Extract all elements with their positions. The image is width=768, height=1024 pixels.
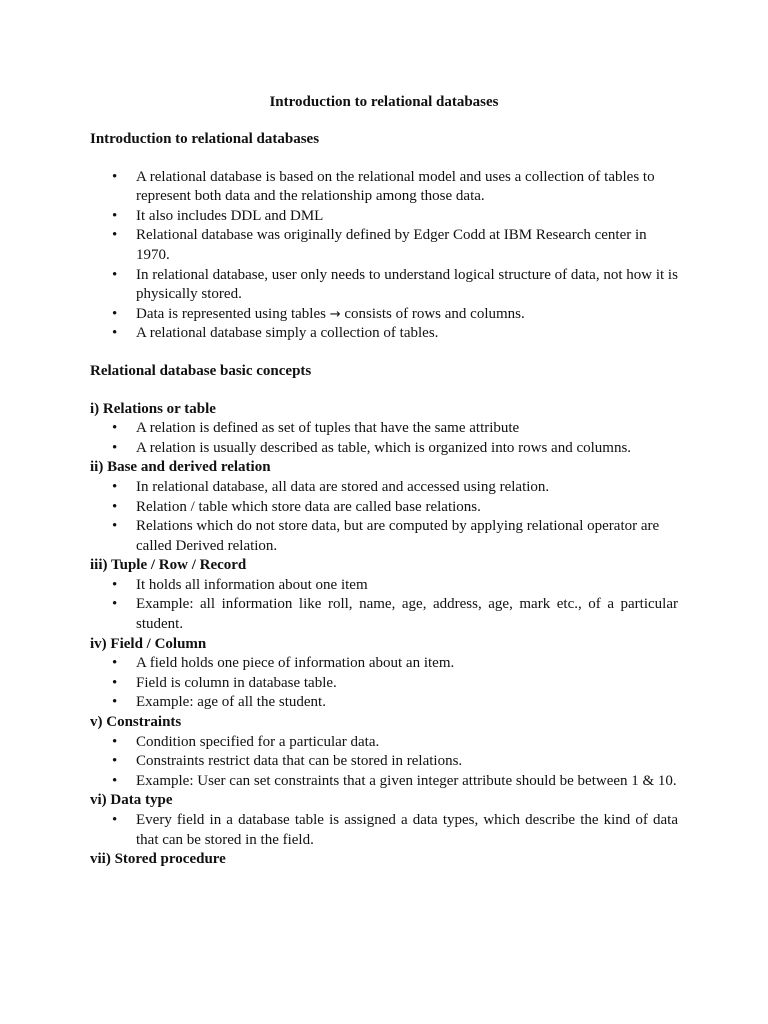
intro-list xyxy=(90,168,678,344)
list-item: • A field holds one piece of information about an item. xyxy=(90,654,678,674)
list-item: • Example: User can set constraints that a given integer attribute should be between 1 & 10. xyxy=(90,772,678,792)
section-list xyxy=(90,733,678,792)
list-item: • It also includes DDL and DML xyxy=(90,207,678,227)
arrow-right-icon: → xyxy=(329,306,341,322)
list-item-text: consists of rows and columns. xyxy=(344,305,525,322)
list-item: • A relational database simply a collection of tables. xyxy=(90,324,678,344)
section-list xyxy=(90,576,678,635)
list-item: • Relational database was originally defined by Edger Codd at IBM Research center in 1970. xyxy=(90,226,678,265)
section-heading: iii) Tuple / Row / Record xyxy=(90,557,247,574)
concept-sections xyxy=(90,400,678,870)
section-list xyxy=(90,419,678,458)
concepts-heading: Relational database basic concepts xyxy=(90,362,312,379)
list-item: • Condition specified for a particular data. xyxy=(90,733,678,753)
section-heading: vii) Stored procedure xyxy=(90,851,226,868)
list-item: • A relation is usually described as table, which is organized into rows and columns. xyxy=(90,439,678,459)
list-item: • Relation / table which store data are called base relations. xyxy=(90,498,678,518)
section-list xyxy=(90,811,678,850)
document-title: Introduction to relational databases xyxy=(269,94,499,110)
list-item: • A relational database is based on the relational model and uses a collection of tables to represent both data and the relationship among those data. xyxy=(90,168,678,207)
list-item: • It holds all information about one item xyxy=(90,576,678,596)
intro-heading: Introduction to relational databases xyxy=(90,131,320,147)
list-item: • A relation is defined as set of tuples that have the same attribute xyxy=(90,419,678,439)
list-item: • Example: all information like roll, name, age, address, age, mark etc., of a particular student. xyxy=(90,595,678,634)
list-item: • In relational database, all data are stored and accessed using relation. xyxy=(90,478,678,498)
section-list xyxy=(90,654,678,713)
list-item-text: Data is represented using tables xyxy=(136,305,326,322)
list-item: • In relational database, user only needs to understand logical structure of data, not how it is physically stored. xyxy=(90,266,678,305)
list-item: • Constraints restrict data that can be stored in relations. xyxy=(90,752,678,772)
list-item: • Example: age of all the student. xyxy=(90,693,678,713)
section-heading: ii) Base and derived relation xyxy=(90,459,271,476)
document-body xyxy=(90,130,678,870)
section-heading: iv) Field / Column xyxy=(90,635,207,652)
section-list xyxy=(90,478,678,556)
section-heading: i) Relations or table xyxy=(90,400,216,417)
list-item: • Every field in a database table is assigned a data types, which describe the kind of data that can be stored in the field. xyxy=(90,811,678,850)
section-heading: vi) Data type xyxy=(90,792,173,809)
list-item: • Relations which do not store data, but are computed by applying relational operator are called Derived relation. xyxy=(90,517,678,556)
section-heading: v) Constraints xyxy=(90,714,182,731)
list-item: • Field is column in database table. xyxy=(90,674,678,694)
list-item xyxy=(90,305,678,325)
